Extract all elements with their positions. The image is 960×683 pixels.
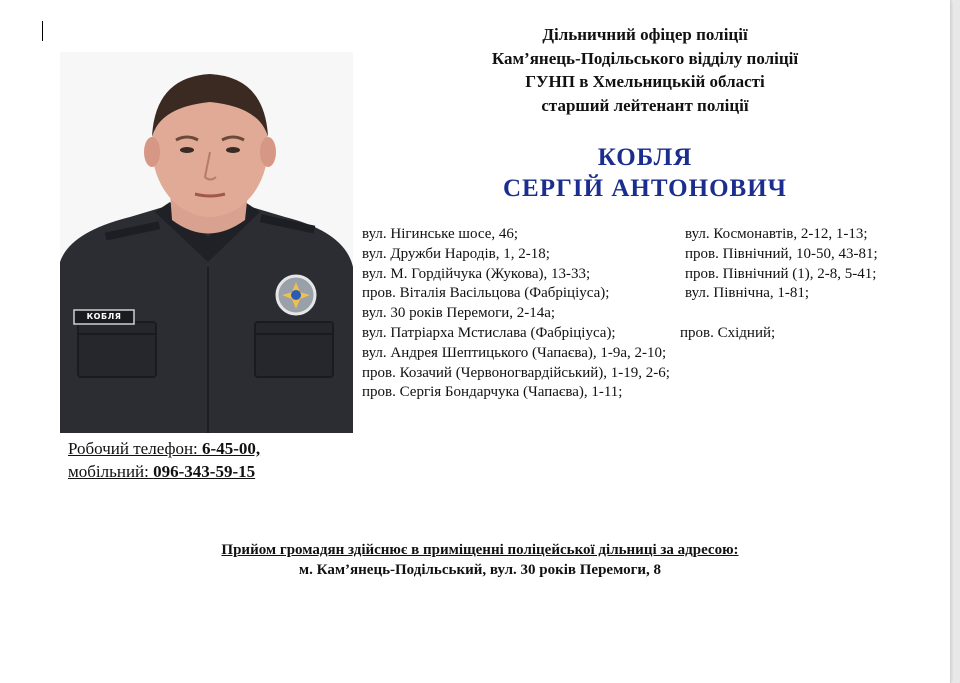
reception-info [120, 540, 840, 580]
officer-photo [60, 52, 353, 433]
contact-phones [68, 437, 260, 483]
address-left: пров. Козачий (Червоногвардійський), 1-19, 2-6; [362, 364, 670, 381]
address-left: вул. Дружби Народів, 1, 2-18; [362, 245, 550, 262]
address-row [362, 304, 942, 324]
address-left: пров. Сергія Бондарчука (Чапаєва), 1-11; [362, 384, 623, 401]
work-phone-label: Робочий телефон: [68, 439, 203, 458]
work-phone-line [68, 437, 260, 460]
address-row [362, 324, 942, 344]
name-tag-text: КОБЛЯ [86, 312, 122, 321]
officer-given-name: СЕРГІЙ АНТОНОВИЧ [503, 175, 787, 202]
address-left: вул. Нігинське шосе, 46; [362, 226, 519, 242]
officer-surname: КОБЛЯ [597, 144, 693, 171]
mobile-phone-label: мобільний: [68, 462, 154, 481]
address-left: вул. Патріарха Мстислава (Фабріціуса); [362, 324, 616, 341]
title-line-3: ГУНП в Хмельницькій області [525, 72, 765, 91]
address-list [362, 225, 942, 403]
address-row [362, 265, 942, 285]
mobile-phone-line [68, 460, 260, 483]
address-row [362, 383, 942, 403]
address-left: вул. М. Гордійчука (Жукова), 13-33; [362, 265, 591, 282]
officer-title-block [440, 23, 850, 117]
title-line-2: Кам’янець-Подільського відділу поліції [491, 48, 799, 68]
officer-portrait-image [60, 52, 353, 433]
reception-heading: Прийом громадян здійснює в приміщенні поліцейської дільниці за адресою: [221, 542, 739, 558]
work-phone-number: 6-45-00, [202, 439, 261, 458]
address-right: вул. Космонавтів, 2-12, 1-13; [685, 226, 868, 242]
text-cursor [42, 21, 43, 41]
address-right: вул. Північна, 1-81; [685, 285, 810, 302]
reception-address: м. Кам’янець-Подільський, вул. 30 років Перемоги, 8 [298, 562, 662, 578]
title-line-4: старший лейтенант поліції [541, 95, 749, 115]
address-left: вул. Андрея Шептицького (Чапаєва), 1-9а, 2-10; [362, 344, 667, 361]
address-right: пров. Північний, 10-50, 43-81; [685, 245, 878, 262]
title-line-1: Дільничний офіцер поліції [542, 25, 748, 44]
address-row [362, 344, 942, 364]
address-right: пров. Північний (1), 2-8, 5-41; [685, 265, 877, 282]
address-row [362, 364, 942, 384]
officer-name [470, 142, 820, 204]
address-left: пров. Віталія Васільцова (Фабріціуса); [362, 285, 610, 302]
address-row [362, 245, 942, 265]
address-row [362, 225, 942, 245]
address-left: вул. 30 років Перемоги, 2-14а; [362, 305, 556, 322]
window-edge [954, 0, 960, 683]
address-right: пров. Східний; [680, 324, 776, 341]
address-row [362, 284, 942, 304]
mobile-phone-number: 096-343-59-15 [153, 462, 256, 481]
